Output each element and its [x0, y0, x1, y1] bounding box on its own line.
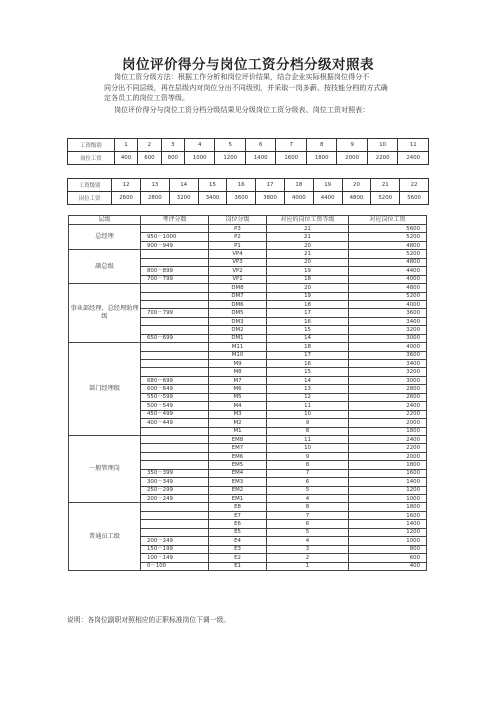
grade-cell: 16: [227, 179, 256, 192]
salary-cell: 4000: [349, 343, 427, 351]
score-cell: [141, 343, 209, 351]
score-cell: [141, 317, 209, 325]
grade-cell: 8: [306, 139, 336, 152]
salary-level-cell: 19: [267, 292, 349, 300]
salary-cell: 600: [349, 554, 427, 562]
grade-cell: 18: [284, 179, 313, 192]
grade-cell: 7: [276, 139, 306, 152]
header-cell: 考评分数: [141, 216, 209, 225]
grade-table-2: [67, 178, 429, 205]
salary-row: [68, 152, 429, 165]
salary-level-cell: 8: [267, 461, 349, 469]
grade-cell: 20: [342, 179, 371, 192]
salary-level-cell: 15: [267, 368, 349, 376]
grade-cell: EM1: [209, 495, 267, 503]
salary-level-cell: 18: [267, 300, 349, 308]
grade-cell: EM4: [209, 469, 267, 477]
salary-level-cell: 5: [267, 486, 349, 494]
header-cell: 岗位分级: [209, 216, 267, 225]
score-cell: 0－100: [141, 562, 209, 570]
header-cell: 对应岗位工资: [349, 216, 427, 225]
score-cell: 150－199: [141, 545, 209, 553]
salary-cell: 2600: [349, 393, 427, 401]
salary-cell: 1200: [349, 486, 427, 494]
grade-cell: E5: [209, 528, 267, 536]
grade-cell: M6: [209, 385, 267, 393]
salary-level-cell: 6: [267, 520, 349, 528]
salary-cell: 1600: [349, 469, 427, 477]
grade-cell: DM7: [209, 292, 267, 300]
table-row: [69, 503, 427, 511]
salary-level-cell: 15: [267, 326, 349, 334]
table-header-row: [69, 216, 427, 225]
grade-label: 工资级别: [68, 139, 115, 152]
score-cell: 100－149: [141, 554, 209, 562]
grade-cell: E7: [209, 511, 267, 519]
grade-cell: M7: [209, 376, 267, 384]
salary-cell: 1000: [185, 152, 215, 165]
salary-cell: 3800: [256, 192, 285, 205]
grade-cell: 12: [112, 179, 141, 192]
grade-cell: DM6: [209, 300, 267, 308]
salary-cell: 1800: [349, 461, 427, 469]
level-cell: 事业部经理、总经理助理级: [69, 284, 141, 343]
salary-cell: 2000: [337, 152, 367, 165]
header-cell: 对应的岗位工资等级: [267, 216, 349, 225]
grade-cell: M3: [209, 410, 267, 418]
salary-level-cell: 6: [267, 478, 349, 486]
grade-cell: EM5: [209, 461, 267, 469]
salary-level-cell: 20: [267, 241, 349, 249]
salary-cell: 4400: [313, 192, 342, 205]
grade-cell: 1: [114, 139, 137, 152]
grade-cell: P3: [209, 225, 267, 233]
footnote: 说明：各岗位副职对照相应的正职标准岗位下调一级。: [67, 616, 231, 624]
score-cell: 800－899: [141, 267, 209, 275]
grade-cell: 2: [138, 139, 161, 152]
score-cell: 450－499: [141, 410, 209, 418]
salary-cell: 2200: [349, 410, 427, 418]
score-cell: 200－249: [141, 537, 209, 545]
level-cell: 一般管理岗: [69, 435, 141, 503]
grade-cell: 14: [169, 179, 198, 192]
score-cell: [141, 258, 209, 266]
salary-cell: 3600: [349, 351, 427, 359]
salary-cell: 5200: [349, 250, 427, 258]
score-cell: [141, 300, 209, 308]
salary-row: [68, 192, 429, 205]
grade-cell: 5: [215, 139, 245, 152]
score-cell: [141, 520, 209, 528]
salary-cell: 3600: [227, 192, 256, 205]
salary-cell: 400: [349, 562, 427, 570]
salary-level-cell: 4: [267, 537, 349, 545]
paragraph-line: 岗位工资分级方法：根据工作分析和岗位评价结果，结合企业实际根据岗位得分不: [114, 72, 370, 81]
salary-level-cell: 18: [267, 343, 349, 351]
grade-cell: DM2: [209, 326, 267, 334]
grade-cell: 19: [313, 179, 342, 192]
salary-label: 岗位工资: [68, 192, 112, 205]
level-cell: 普通员工级: [69, 503, 141, 571]
paragraph-line: 定各员工的岗位工资等级。: [104, 93, 190, 102]
grade-cell: EM8: [209, 435, 267, 443]
grade-cell: DM3: [209, 317, 267, 325]
grade-cell: VP2: [209, 267, 267, 275]
salary-level-cell: 22: [267, 225, 349, 233]
salary-comparison-table: [68, 215, 427, 571]
salary-level-cell: 18: [267, 275, 349, 283]
grade-cell: DM1: [209, 334, 267, 342]
grade-cell: E3: [209, 545, 267, 553]
salary-cell: 3400: [349, 317, 427, 325]
salary-level-cell: 19: [267, 267, 349, 275]
score-cell: [141, 225, 209, 233]
salary-level-cell: 11: [267, 402, 349, 410]
grade-cell: 17: [256, 179, 285, 192]
score-cell: [141, 360, 209, 368]
grade-cell: E4: [209, 537, 267, 545]
grade-cell: VP1: [209, 275, 267, 283]
grade-cell: 4: [185, 139, 215, 152]
score-cell: [141, 528, 209, 536]
salary-cell: 2200: [367, 152, 397, 165]
salary-level-cell: 7: [267, 469, 349, 477]
salary-cell: 1800: [306, 152, 336, 165]
grade-cell: M1: [209, 427, 267, 435]
salary-level-cell: 13: [267, 385, 349, 393]
grade-cell: M9: [209, 360, 267, 368]
salary-level-cell: 5: [267, 528, 349, 536]
grade-cell: 13: [140, 179, 169, 192]
salary-cell: 1200: [215, 152, 245, 165]
salary-cell: 5600: [349, 225, 427, 233]
grade-cell: P1: [209, 241, 267, 249]
salary-level-cell: 20: [267, 258, 349, 266]
salary-cell: 5200: [349, 292, 427, 300]
salary-cell: 2400: [349, 435, 427, 443]
score-cell: 700－799: [141, 275, 209, 283]
salary-cell: 3600: [349, 309, 427, 317]
salary-level-cell: 21: [267, 250, 349, 258]
grade-cell: P2: [209, 233, 267, 241]
salary-cell: 2200: [349, 444, 427, 452]
salary-cell: 4000: [349, 300, 427, 308]
grade-row: [68, 179, 429, 192]
grade-cell: E8: [209, 503, 267, 511]
grade-cell: M10: [209, 351, 267, 359]
header-cell: 层级: [69, 216, 141, 225]
salary-cell: 3200: [349, 368, 427, 376]
grade-cell: 9: [337, 139, 367, 152]
score-cell: [141, 511, 209, 519]
score-cell: 400－449: [141, 419, 209, 427]
salary-level-cell: 7: [267, 511, 349, 519]
table-row: [69, 225, 427, 233]
salary-level-cell: 1: [267, 562, 349, 570]
salary-level-cell: 16: [267, 317, 349, 325]
table-row: [69, 435, 427, 443]
level-cell: 总经理: [69, 225, 141, 250]
salary-level-cell: 8: [267, 503, 349, 511]
score-cell: [141, 461, 209, 469]
salary-cell: 2400: [398, 152, 429, 165]
salary-cell: 4000: [349, 275, 427, 283]
salary-cell: 1000: [349, 495, 427, 503]
salary-cell: 4800: [349, 284, 427, 292]
score-cell: [141, 250, 209, 258]
score-cell: [141, 503, 209, 511]
score-cell: 350－399: [141, 469, 209, 477]
score-cell: [141, 427, 209, 435]
score-cell: 900－949: [141, 241, 209, 249]
grade-cell: 15: [198, 179, 227, 192]
salary-cell: 5200: [371, 192, 400, 205]
salary-cell: 1600: [349, 511, 427, 519]
grade-cell: E6: [209, 520, 267, 528]
salary-cell: 2600: [112, 192, 141, 205]
intro-text: 岗位评价得分与岗位工资分档分级结果见分级岗位工资分级表、岗位工资对照表：: [114, 105, 370, 114]
salary-cell: 1400: [349, 520, 427, 528]
score-cell: [141, 444, 209, 452]
grade-cell: DM8: [209, 284, 267, 292]
grade-cell: 21: [371, 179, 400, 192]
salary-cell: 1400: [349, 478, 427, 486]
salary-cell: 2800: [349, 385, 427, 393]
score-cell: 950－1000: [141, 233, 209, 241]
salary-level-cell: 3: [267, 545, 349, 553]
salary-level-cell: 10: [267, 410, 349, 418]
salary-cell: 4800: [342, 192, 371, 205]
salary-level-cell: 14: [267, 376, 349, 384]
salary-level-cell: 11: [267, 435, 349, 443]
grade-label: 工资级别: [68, 179, 112, 192]
score-cell: 700－799: [141, 309, 209, 317]
grade-cell: M5: [209, 393, 267, 401]
grade-cell: VP4: [209, 250, 267, 258]
score-cell: 250－299: [141, 486, 209, 494]
salary-cell: 1800: [349, 427, 427, 435]
salary-cell: 2400: [349, 402, 427, 410]
salary-cell: 3400: [198, 192, 227, 205]
method-paragraph: [104, 72, 426, 104]
score-cell: [141, 284, 209, 292]
salary-level-cell: 17: [267, 309, 349, 317]
grade-cell: E2: [209, 554, 267, 562]
salary-level-cell: 9: [267, 419, 349, 427]
salary-cell: 3400: [349, 360, 427, 368]
salary-level-cell: 20: [267, 284, 349, 292]
grade-cell: EM2: [209, 486, 267, 494]
salary-cell: 1400: [245, 152, 275, 165]
grade-cell: DM5: [209, 309, 267, 317]
grade-cell: EM7: [209, 444, 267, 452]
salary-cell: 400: [114, 152, 137, 165]
grade-row: [68, 139, 429, 152]
grade-cell: 10: [367, 139, 397, 152]
salary-cell: 3000: [349, 376, 427, 384]
score-cell: [141, 292, 209, 300]
salary-cell: 800: [349, 545, 427, 553]
salary-cell: 1800: [349, 503, 427, 511]
grade-cell: EM6: [209, 452, 267, 460]
score-cell: [141, 326, 209, 334]
table-row: [69, 343, 427, 351]
score-cell: [141, 435, 209, 443]
salary-level-cell: 16: [267, 360, 349, 368]
salary-cell: 5200: [349, 233, 427, 241]
score-cell: 550－599: [141, 393, 209, 401]
score-cell: [141, 452, 209, 460]
salary-cell: 2000: [349, 452, 427, 460]
grade-cell: M4: [209, 402, 267, 410]
salary-label: 岗位工资: [68, 152, 115, 165]
grade-cell: M2: [209, 419, 267, 427]
grade-cell: 3: [161, 139, 184, 152]
salary-level-cell: 17: [267, 351, 349, 359]
salary-cell: 1200: [349, 528, 427, 536]
salary-level-cell: 8: [267, 427, 349, 435]
level-cell: 副总级: [69, 250, 141, 284]
score-cell: 500－549: [141, 402, 209, 410]
document-title: 岗位评价得分与岗位工资分档分级对照表: [122, 57, 374, 73]
salary-cell: 5600: [400, 192, 429, 205]
score-cell: [141, 351, 209, 359]
salary-cell: 2000: [349, 419, 427, 427]
salary-cell: 3200: [169, 192, 198, 205]
salary-cell: 3200: [349, 326, 427, 334]
grade-cell: 11: [398, 139, 429, 152]
grade-cell: EM3: [209, 478, 267, 486]
salary-cell: 1000: [349, 537, 427, 545]
score-cell: 650－699: [141, 334, 209, 342]
salary-level-cell: 14: [267, 334, 349, 342]
salary-cell: 3000: [349, 334, 427, 342]
score-cell: 600－649: [141, 385, 209, 393]
grade-table-1: [67, 138, 429, 165]
salary-cell: 4800: [349, 241, 427, 249]
salary-cell: 4800: [349, 258, 427, 266]
salary-level-cell: 21: [267, 233, 349, 241]
salary-cell: 4000: [284, 192, 313, 205]
grade-cell: 6: [245, 139, 275, 152]
salary-cell: 4400: [349, 267, 427, 275]
salary-level-cell: 12: [267, 393, 349, 401]
level-cell: 部门经理级: [69, 343, 141, 436]
grade-cell: M8: [209, 368, 267, 376]
salary-cell: 600: [138, 152, 161, 165]
grade-cell: VP3: [209, 258, 267, 266]
score-cell: 300－349: [141, 478, 209, 486]
table-row: [69, 284, 427, 292]
score-cell: 680－699: [141, 376, 209, 384]
salary-level-cell: 2: [267, 554, 349, 562]
salary-cell: 800: [161, 152, 184, 165]
grade-cell: 22: [400, 179, 429, 192]
paragraph-line: 同分出不同层级，再在层级内对岗位分出不同级别，并采取一岗多薪、按技能分档的方式确: [104, 82, 388, 92]
score-cell: [141, 368, 209, 376]
salary-cell: 2800: [140, 192, 169, 205]
salary-level-cell: 4: [267, 495, 349, 503]
grade-cell: E1: [209, 562, 267, 570]
salary-level-cell: 9: [267, 452, 349, 460]
score-cell: 200－249: [141, 495, 209, 503]
salary-cell: 1600: [276, 152, 306, 165]
salary-level-cell: 10: [267, 444, 349, 452]
table-row: [69, 250, 427, 258]
grade-cell: M11: [209, 343, 267, 351]
